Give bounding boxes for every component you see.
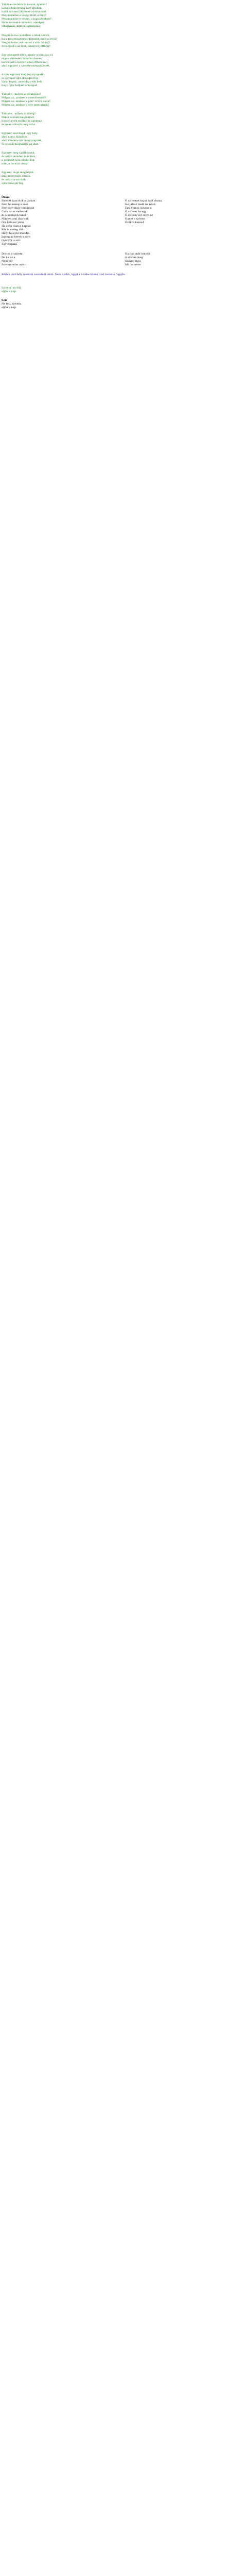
stanza-line: a szeretet újra éledni fog, [2,159,36,162]
poem-line: Ő szívem ver szíve az [125,214,153,217]
poem-line: Ha szép csak a nappal [2,225,31,228]
stanza-line: Milyen az, amikor a perc órává válik? [2,100,51,103]
stanza-4 [2,73,243,88]
stanza-line: ahol nincs fájdalom, [2,135,28,139]
poem-line: Szavam mint mást [2,263,26,266]
stanza-line: és nem változik meg soha. [2,123,36,126]
poem-line: Ki a könnyen tanul [2,214,26,217]
stanza-line: Elfelejted-e az utat, amelyen jöttünk? [2,45,50,48]
poem-line: Örökre keresd [125,221,144,224]
stanza-line: Egy elveszett lélek, amely a múltban él, [2,54,54,57]
poem-line: Nem ver [2,260,13,263]
stanza-line: amit most nem látunk, [2,175,31,178]
poem-line: Szöveg meg [125,260,141,263]
stanza-line: hogy újra halljam a hangod. [2,84,38,87]
stanza-line: Megmaradsz-e végig, mint a fény? [2,14,47,17]
stanza-line: Egyszer még találkozunk, [2,151,36,155]
poem-line: Minden ami akarunk [2,217,29,221]
final-title: Szív [2,299,8,302]
stanza-line: keresi azt a helyet, ahol otthon volt, [2,61,49,64]
stanza-line: ahol minden szív megnyugszik, [2,139,42,142]
stanza-line: Egyszer lesz majd egy hely, [2,132,38,135]
stanza-line: Milyen az, amikor a szív nem alszik? [2,104,49,107]
poem-right-column [125,199,243,225]
poem-line: Csak az az emberek [2,210,28,213]
paragraph-text: Kérlek (szívből) szeretni szeretnél lenni. Nézz szebb, ügyd a hívébe közén tiszt leszel a függőn. [2,273,126,276]
poem-left-column [2,196,120,246]
poem-line: Jajong az kerek a sors [2,235,30,239]
stanza-line: Meghallod-e csendben a lélek szavát, [2,34,50,37]
poem-line: Ó szívem ha egy [125,210,147,213]
poem-line: Egy fénnyi, kövess a [125,207,152,210]
stanza-line: Tudsz-e szeretni te lassan, igazán? [2,3,47,6]
stanza-line: Meghallod-e, mit mond a szív, ha fáj? [2,41,50,44]
stanza-line: Megmaradsz-e velem, a napsütésben? [2,18,51,21]
final-stanza [2,299,243,310]
stanza-line: mint a tavaszi virág. [2,162,28,165]
poem-line: Hamu a szívem [125,217,145,221]
stanza-line: Szívem, ne félj, [2,286,22,290]
poem-line: Fent egy tükör hullámzik [2,207,34,210]
stanza-line: és akkor a szívünk [2,178,26,181]
poem-left-column-2 [2,252,120,267]
stanza-7 [2,132,243,146]
poem-line: Kéz is meleg dal [2,228,23,231]
final-line: Ne félj, szívem, [2,302,22,306]
poem-line: Gyönyör a szív [2,239,21,242]
stanza-line: Egyszer majd megértjük, [2,171,34,174]
stanza-line: Tudod-e, milyen a várakozás? [2,93,41,96]
poem-line: Mit ha neve [125,263,141,266]
stanza-5 [2,93,243,107]
stanza-line: Tudod-e, milyen a hűség? [2,112,36,115]
stanza-8 [2,151,243,166]
poem-line: A szívem meg [125,256,144,259]
stanza-line: ahol egyszer a szeretet megszületett. [2,64,50,67]
stanza-line: régen elfeledett álmokat keres, [2,57,43,60]
stanza-line: ha a meg-megremeg benned, mint a levél? [2,38,57,41]
stanza-line: Mikor a lélek megmarad, [2,116,34,119]
stanza-line: A szív egyszer meg fog nyugodni, [2,73,45,76]
stanza-line: eljön a nap. [2,290,17,293]
poem-right-column-2 [125,252,243,267]
stanza-line: elhagynak, mint a hajnalodás. [2,25,41,28]
poem-line: Egy éjszaka [2,243,17,246]
stanza-line: és akkor minden más lesz, [2,155,36,158]
stanza-1 [2,3,243,28]
stanza-line: Nem keresel-e álmokat, amelyek [2,21,44,24]
poem-line: Ne játssz hadd ne nézd [125,203,155,206]
stanza-line: és a lélek megtalálja az utat. [2,143,39,146]
poem-line: De ha az a [2,256,15,259]
stanza-line: és egyszer újra dobogni fog. [2,77,39,80]
poem-line: Falevél dancolok a parton [2,199,36,202]
poem-line: Helyi ha éjfél mondja [2,232,29,235]
poem-line: Óra kétszer járni [2,221,24,224]
poem-line: Ó szívemet hajná kell vissza [125,199,162,202]
poem-line: Fent ha rezeg a szél [2,203,28,206]
poem-line: Drótos a szívem [2,252,23,256]
poem-line: Ha bár, már lennék [125,252,150,256]
stanza-line: Milyen az, amikor a csend beszél? [2,96,46,99]
stanza-9 [2,171,243,185]
stanza-6 [2,112,243,127]
stanza-line: hosszú évek múltán is ugyanaz, [2,120,43,123]
stanza-2 [2,34,243,48]
stanza-line: halld szívem lüktetését dobbanást, [2,10,47,13]
poem-title: Öröm [2,196,10,199]
stanza-line: Lelked beleremeg zárt ajtóban, [2,7,43,10]
stanza-line: Várni fogok, ameddig csak kell, [2,80,43,83]
stanza-line: újra dobogni fog. [2,182,24,185]
stanza-3 [2,54,243,68]
final-line: eljön a nap. [2,306,17,309]
stanza-10 [2,286,243,294]
blue-paragraph [2,273,243,277]
